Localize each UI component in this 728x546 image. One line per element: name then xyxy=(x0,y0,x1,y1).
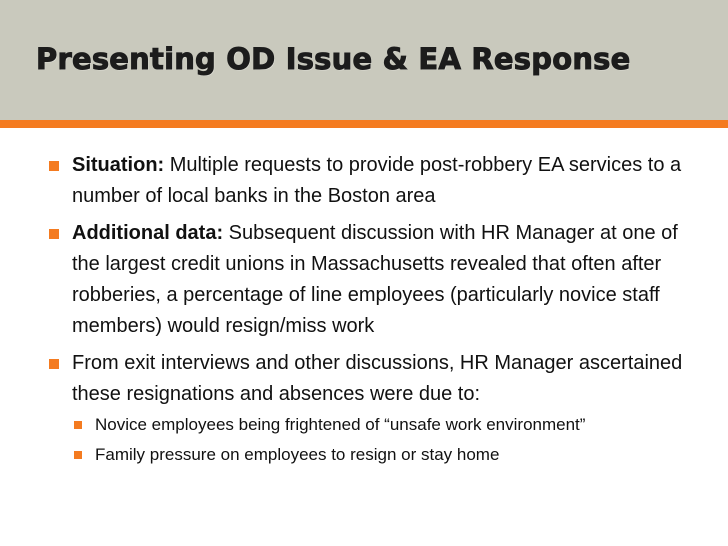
accent-bar xyxy=(0,120,728,128)
sub-bullet-family-pressure xyxy=(0,440,728,470)
square-bullet-icon xyxy=(49,229,59,239)
bullet-label: Situation: xyxy=(72,154,165,176)
bullet-text: Multiple requests to provide post-robbery EA services to a number of local banks in the Boston area xyxy=(72,154,682,207)
sub-bullet-novice-employees xyxy=(0,410,728,440)
bullet-text: From exit interviews and other discussions, HR Manager ascertained these resignations and absences were due to: xyxy=(72,352,683,405)
sub-bullet-text: Novice employees being frightened of “unsafe work environment” xyxy=(95,415,586,434)
bullet-text: Subsequent discussion with HR Manager at one of the largest credit unions in Massachusetts revealed that often after robberies, a percentage of line employees (particularly novice staff members) would resign/miss work xyxy=(72,222,678,337)
title-band xyxy=(0,0,728,120)
slide-title: Presenting OD Issue & EA Response xyxy=(36,42,631,76)
bullet-additional-data xyxy=(0,218,728,342)
square-bullet-icon xyxy=(74,421,82,429)
square-bullet-icon xyxy=(49,359,59,369)
sub-bullet-text: Family pressure on employees to resign or stay home xyxy=(95,445,500,464)
bullet-situation xyxy=(0,150,728,212)
bullet-label: Additional data: xyxy=(72,222,224,244)
square-bullet-icon xyxy=(74,451,82,459)
bullet-list xyxy=(0,150,728,470)
square-bullet-icon xyxy=(49,161,59,171)
bullet-exit-interviews xyxy=(0,348,728,410)
